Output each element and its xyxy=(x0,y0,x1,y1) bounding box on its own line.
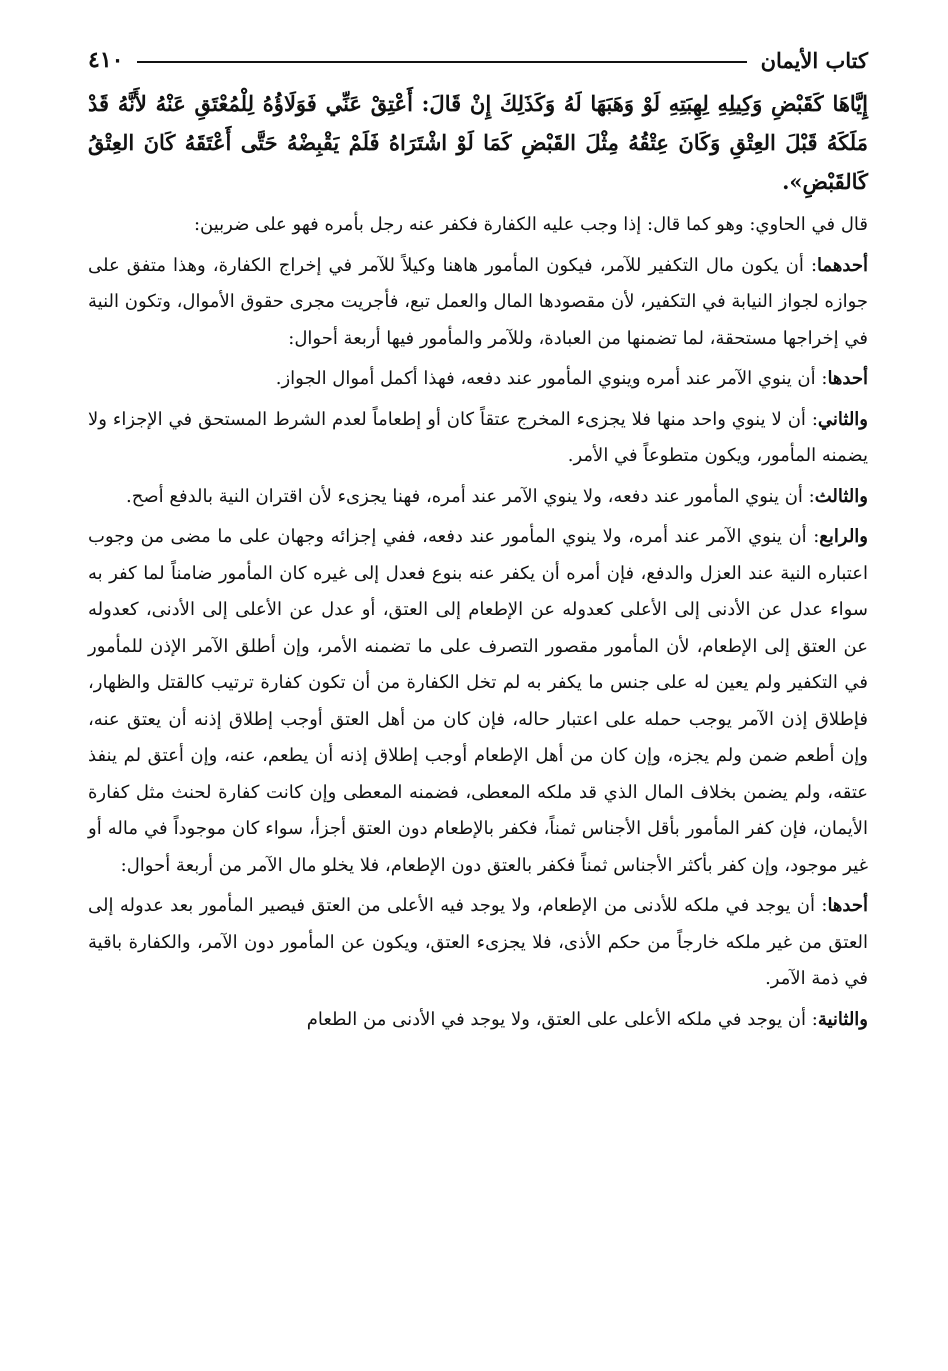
paragraph-text: : أن يوجد في ملكه الأعلى على العتق، ولا يوجد في الأدنى من الطعام xyxy=(306,1008,818,1030)
paragraph-lead: أحدها xyxy=(827,895,868,916)
paragraph xyxy=(88,207,868,244)
paragraph-text: : أن ينوي الآمر عند أمره وينوي المأمور عند دفعه، فهذا أكمل أموال الجواز. xyxy=(275,368,828,389)
paragraph xyxy=(88,1002,868,1039)
paragraph-text: : أن ينوي المأمور عند دفعه، ولا ينوي الآمر عند أمره، فهنا يجزىء لأن اقتران النية بالدفع أصح. xyxy=(126,485,815,507)
paragraph-lead: والثاني xyxy=(817,408,868,430)
page-number: ٤١٠ xyxy=(88,47,124,73)
paragraph xyxy=(88,888,868,998)
paragraph-lead: أحدها xyxy=(827,368,868,389)
book-title: كتاب الأيمان xyxy=(760,47,868,73)
paragraph-lead: والثانية xyxy=(817,1008,868,1030)
paragraph xyxy=(88,402,868,475)
paragraph-lead: والثالث xyxy=(814,485,868,507)
header-rule xyxy=(137,61,746,63)
paragraph-text: : أن يوجد في ملكه للأدنى من الإطعام، ولا يوجد فيه الأعلى من العتق فيصير المأمور بعد عدوله إلى العتق من غير ملكه خارجاً من حكم الأذى، فلا يجزىء العتق، ويكون عن المأمور دون الآمر، والكفارة باقية في ذمة الآمر. xyxy=(88,895,868,989)
page-header xyxy=(88,42,868,78)
paragraph xyxy=(88,519,868,884)
paragraph-text: قال في الحاوي: وهو كما قال: إذا وجب عليه الكفارة فكفر عنه رجل بأمره فهو على ضربين: xyxy=(193,214,868,235)
paragraph-lead: أحدهما xyxy=(817,254,868,276)
paragraph-lead: والرابع xyxy=(819,526,868,547)
page-body xyxy=(88,42,868,1042)
paragraph-text: : أن ينوي الآمر عند أمره، ولا ينوي المأمور عند دفعه، ففي إجزائه وجهان على ما مضى من وجوب اعتباره النية عند العزل والدفع، فإن أمره أن يكفر عنه بنوع فعدل إلى غيره كان المأمور ضامناً لما كفر به سواء عدل عن الأدنى إلى الأعلى كعدوله عن الإطعام إلى العتق، أو عدل عن الأعلى إلى الأدنى، كعدوله عن العتق إلى الإطعام، لأن المأمور مقصور التصرف على ما تضمنه الأمر، وإن أطلق الآمر الإذن للمأمور في التكفير ولم يعين له على جنس ما يكفر به لم تخل الكفارة من أن تكون كفارة ترتيب كالقتل والظهار، فإطلاق إذن الآمر يوجب حمله على اعتبار حاله، فإن كان من أهل العتق أوجب إطلاق إذنه أن يعتق عنه، وإن أطعم ضمن ولم يجزه، وإن كان من أهل الإطعام أوجب إطلاق إذنه أن يطعم، عنه، وإن أعتق لم ينفذ عتقه، ولم يضمن بخلاف المال الذي قد ملكه المعطى، فضمنه المعطى وإن كانت كفارة لحنث مثل كفارة الأيمان، فإن كفر المأمور بأقل الأجناس ثمناً، فكفر بالإطعام دون العتق أجزأ، سواء كان موجوداً في ماله أو غير موجود، وإن كفر بأكثر الأجناس ثمناً فكفر بالعتق دون الإطعام، فلا يخلو مال الآمر من أربعة أحوال: xyxy=(88,526,868,876)
paragraph xyxy=(88,248,868,358)
paragraph-text: : أن يكون مال التكفير للآمر، فيكون المأمور هاهنا وكيلاً للآمر في إخراج الكفارة، وهذا متفق على جوازه لجواز النيابة في التكفير، لأن مقصودها المال والعمل تبع، فأجريت مجرى حقوق الأموال، وتكون النية في إخراجها مستحقة، لما تضمنها من العبادة، وللآمر والمأمور فيها أربعة أحوال: xyxy=(88,254,868,349)
paragraph xyxy=(88,479,868,516)
paragraph-text: : أن لا ينوي واحد منها فلا يجزىء المخرج عتقاً كان أو إطعاماً لعدم الشرط المستحق في الإجزاء ولا يضمنه المأمور، ويكون متطوعاً في الأمر. xyxy=(88,408,868,466)
hadith-text: إِيَّاهَا كَقَبْضِ وَكِيلِهِ لِهِبَتِهِ لَوْ وَهَبَهَا لَهُ وَكَذَلِكَ إِنْ قَالَ: أَعْتِقْ عَنِّي فَوَلَاؤُهُ لِلْمُعْتَقِ عَنْهُ لأَنَّهُ قَدْ مَلَكَهُ قَبْلَ العِتْقِ وَكَانَ عِتْقُهُ مِثْلَ القَبْضِ كَمَا لَوْ اشْتَرَاهُ فَلَمْ يَقْبِضْهُ حَتَّى أَعْتَقَهُ كَانَ العِتْقُ كَالقَبْضِ». xyxy=(88,91,868,194)
paragraph xyxy=(88,361,868,398)
